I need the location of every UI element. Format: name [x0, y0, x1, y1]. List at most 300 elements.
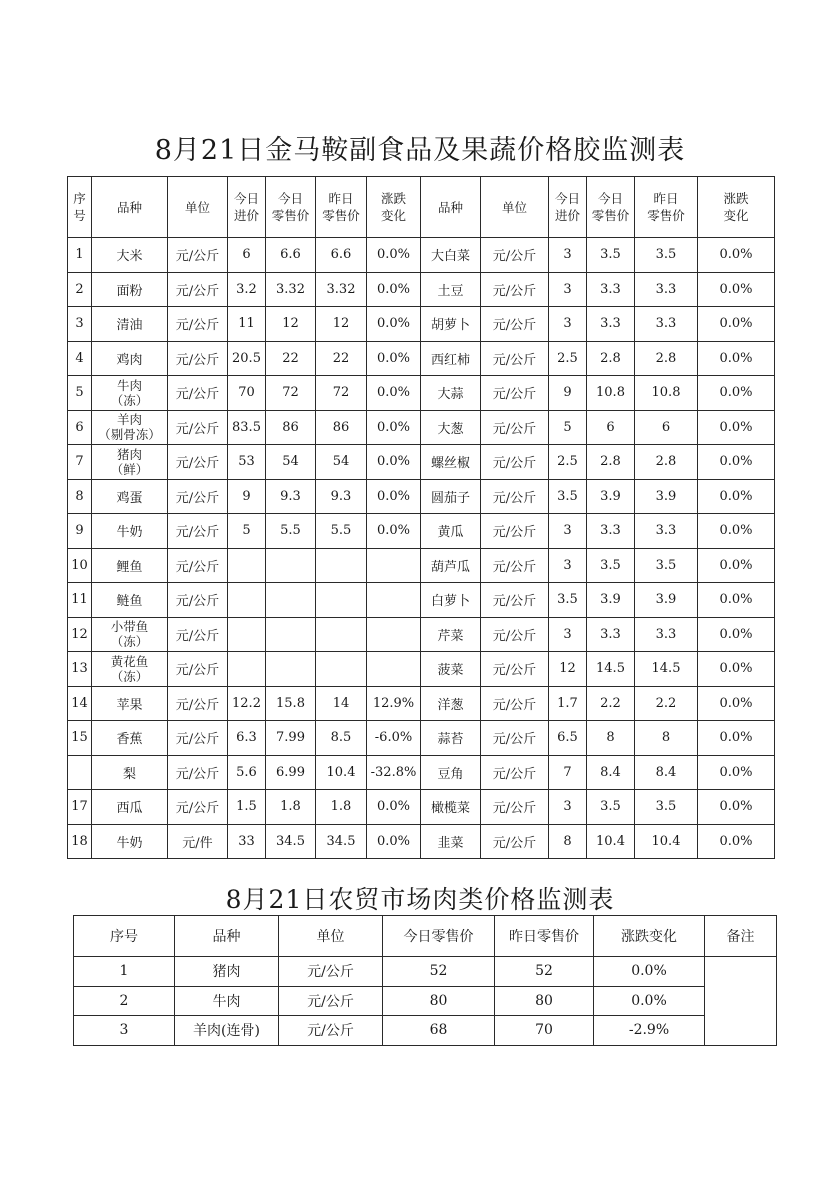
unit-cell: 元/公斤 [481, 721, 549, 756]
produce-price-table [67, 176, 775, 859]
yesterday-retail-price-cell: 14 [316, 686, 367, 721]
today-retail-price-cell: 2.8 [587, 445, 635, 480]
purchase-price-cell: 6.3 [228, 721, 266, 756]
unit-cell: 元/公斤 [481, 410, 549, 445]
table-row [68, 238, 775, 273]
yesterday-retail-price-cell: 3.9 [635, 479, 698, 514]
price-change-cell: -2.9% [594, 1016, 705, 1046]
today-retail-price-cell: 3.9 [587, 479, 635, 514]
price-change-cell: 0.0% [698, 686, 775, 721]
purchase-price-cell: 3.5 [549, 583, 587, 618]
yesterday-retail-price-cell: 10.4 [635, 824, 698, 859]
purchase-price-cell: 3 [549, 272, 587, 307]
yesterday-retail-price-cell: 2.8 [635, 445, 698, 480]
item-name-cell: 黄瓜 [421, 514, 481, 549]
today-retail-price-cell: 1.8 [266, 790, 316, 825]
today-retail-price-cell: 3.5 [587, 548, 635, 583]
row-number-cell: 1 [74, 957, 175, 987]
yesterday-retail-price-cell: 10.8 [635, 376, 698, 411]
table-row [68, 272, 775, 307]
table-row [68, 583, 775, 618]
purchase-price-cell [228, 617, 266, 652]
column-header: 今日 零售价 [587, 177, 635, 238]
yesterday-retail-price-cell: 12 [316, 307, 367, 342]
yesterday-retail-price-cell [316, 652, 367, 687]
purchase-price-cell: 3 [549, 307, 587, 342]
row-number-cell: 18 [68, 824, 92, 859]
row-number-cell: 11 [68, 583, 92, 618]
price-change-cell: 0.0% [698, 479, 775, 514]
table-row [68, 341, 775, 376]
purchase-price-cell: 12.2 [228, 686, 266, 721]
item-name-cell: 鸡蛋 [92, 479, 168, 514]
yesterday-retail-price-cell: 3.3 [635, 514, 698, 549]
item-name-cell: 大白菜 [421, 238, 481, 273]
purchase-price-cell: 5.6 [228, 755, 266, 790]
row-number-cell: 8 [68, 479, 92, 514]
price-change-cell: 0.0% [367, 272, 421, 307]
yesterday-retail-price-cell: 72 [316, 376, 367, 411]
item-name-cell: 豆角 [421, 755, 481, 790]
today-retail-price-cell [266, 652, 316, 687]
yesterday-retail-price-cell: 6.6 [316, 238, 367, 273]
unit-cell: 元/公斤 [168, 583, 228, 618]
purchase-price-cell: 3.2 [228, 272, 266, 307]
table-row [68, 548, 775, 583]
row-number-cell: 17 [68, 790, 92, 825]
purchase-price-cell: 3 [549, 548, 587, 583]
today-retail-price-cell: 52 [383, 957, 495, 987]
today-retail-price-cell: 8.4 [587, 755, 635, 790]
column-header: 昨日 零售价 [635, 177, 698, 238]
row-number-cell: 3 [68, 307, 92, 342]
price-change-cell: 0.0% [367, 238, 421, 273]
price-change-cell: 0.0% [698, 824, 775, 859]
today-retail-price-cell: 10.4 [587, 824, 635, 859]
yesterday-retail-price-cell: 3.3 [635, 307, 698, 342]
meat-price-table [73, 915, 777, 1046]
purchase-price-cell: 3 [549, 790, 587, 825]
item-name-cell: 鲤鱼 [92, 548, 168, 583]
row-number-cell: 4 [68, 341, 92, 376]
table-row [68, 652, 775, 687]
purchase-price-cell: 5 [228, 514, 266, 549]
today-retail-price-cell: 3.9 [587, 583, 635, 618]
row-number-cell: 9 [68, 514, 92, 549]
price-change-cell: 0.0% [698, 583, 775, 618]
today-retail-price-cell: 54 [266, 445, 316, 480]
yesterday-retail-price-cell: 3.9 [635, 583, 698, 618]
today-retail-price-cell: 5.5 [266, 514, 316, 549]
price-change-cell: 0.0% [698, 238, 775, 273]
yesterday-retail-price-cell: 8.5 [316, 721, 367, 756]
unit-cell: 元/公斤 [168, 617, 228, 652]
purchase-price-cell [228, 548, 266, 583]
unit-cell: 元/公斤 [481, 376, 549, 411]
table-row [68, 376, 775, 411]
row-number-cell: 7 [68, 445, 92, 480]
unit-cell: 元/公斤 [481, 824, 549, 859]
today-retail-price-cell: 6 [587, 410, 635, 445]
table-row [68, 721, 775, 756]
item-name-cell: 西红柿 [421, 341, 481, 376]
item-name-cell: 猪肉 [175, 957, 279, 987]
table-row [74, 957, 777, 987]
yesterday-retail-price-cell [316, 617, 367, 652]
column-header: 品种 [175, 916, 279, 957]
price-change-cell: 0.0% [594, 986, 705, 1016]
yesterday-retail-price-cell [316, 548, 367, 583]
price-change-cell: 0.0% [698, 548, 775, 583]
item-name-cell: 鲢鱼 [92, 583, 168, 618]
column-header: 涨跌变化 [594, 916, 705, 957]
item-name-cell: 香蕉 [92, 721, 168, 756]
item-name-cell: 牛肉 [175, 986, 279, 1016]
purchase-price-cell: 7 [549, 755, 587, 790]
price-change-cell: 0.0% [367, 824, 421, 859]
purchase-price-cell: 2.5 [549, 445, 587, 480]
unit-cell: 元/公斤 [168, 479, 228, 514]
today-retail-price-cell: 6.99 [266, 755, 316, 790]
item-name-cell: 牛肉 （冻） [92, 376, 168, 411]
row-number-cell [68, 755, 92, 790]
column-header: 序 号 [68, 177, 92, 238]
column-header: 今日零售价 [383, 916, 495, 957]
item-name-cell: 梨 [92, 755, 168, 790]
row-number-cell: 6 [68, 410, 92, 445]
yesterday-retail-price-cell: 3.3 [635, 272, 698, 307]
price-change-cell: -32.8% [367, 755, 421, 790]
meat-table-title: 8月21日农贸市场肉类价格监测表 [225, 885, 615, 914]
yesterday-retail-price-cell: 8 [635, 721, 698, 756]
today-retail-price-cell: 12 [266, 307, 316, 342]
yesterday-retail-price-cell: 54 [316, 445, 367, 480]
today-retail-price-cell: 68 [383, 1016, 495, 1046]
yesterday-retail-price-cell: 9.3 [316, 479, 367, 514]
price-change-cell: 0.0% [367, 514, 421, 549]
price-change-cell: 0.0% [698, 341, 775, 376]
yesterday-retail-price-cell: 3.32 [316, 272, 367, 307]
price-change-cell [367, 583, 421, 618]
item-name-cell: 黄花鱼 （冻） [92, 652, 168, 687]
item-name-cell: 白萝卜 [421, 583, 481, 618]
price-change-cell: 0.0% [367, 410, 421, 445]
yesterday-retail-price-cell: 14.5 [635, 652, 698, 687]
unit-cell: 元/公斤 [168, 341, 228, 376]
item-name-cell: 牛奶 [92, 514, 168, 549]
note-cell [705, 957, 777, 1046]
table-row [68, 307, 775, 342]
purchase-price-cell: 1.5 [228, 790, 266, 825]
purchase-price-cell: 20.5 [228, 341, 266, 376]
purchase-price-cell: 3.5 [549, 479, 587, 514]
unit-cell: 元/公斤 [168, 514, 228, 549]
today-retail-price-cell: 2.8 [587, 341, 635, 376]
column-header: 备注 [705, 916, 777, 957]
today-retail-price-cell: 6.6 [266, 238, 316, 273]
yesterday-retail-price-cell: 3.5 [635, 548, 698, 583]
purchase-price-cell: 83.5 [228, 410, 266, 445]
purchase-price-cell: 8 [549, 824, 587, 859]
unit-cell: 元/公斤 [481, 307, 549, 342]
yesterday-retail-price-cell: 3.5 [635, 238, 698, 273]
item-name-cell: 西瓜 [92, 790, 168, 825]
item-name-cell: 蒜苔 [421, 721, 481, 756]
item-name-cell: 羊肉 （剔骨冻） [92, 410, 168, 445]
item-name-cell: 鸡肉 [92, 341, 168, 376]
item-name-cell: 胡萝卜 [421, 307, 481, 342]
today-retail-price-cell: 10.8 [587, 376, 635, 411]
purchase-price-cell: 12 [549, 652, 587, 687]
today-retail-price-cell: 3.5 [587, 790, 635, 825]
row-number-cell: 5 [68, 376, 92, 411]
unit-cell: 元/公斤 [279, 986, 383, 1016]
item-name-cell: 猪肉 （鲜） [92, 445, 168, 480]
column-header: 单位 [481, 177, 549, 238]
today-retail-price-cell: 7.99 [266, 721, 316, 756]
price-change-cell: 0.0% [698, 307, 775, 342]
purchase-price-cell: 33 [228, 824, 266, 859]
price-change-cell: 0.0% [367, 445, 421, 480]
purchase-price-cell: 3 [549, 617, 587, 652]
row-number-cell: 2 [74, 986, 175, 1016]
unit-cell: 元/公斤 [168, 272, 228, 307]
column-header: 品种 [421, 177, 481, 238]
yesterday-retail-price-cell: 2.8 [635, 341, 698, 376]
today-retail-price-cell [266, 617, 316, 652]
yesterday-retail-price-cell [316, 583, 367, 618]
yesterday-retail-price-cell: 2.2 [635, 686, 698, 721]
table-header-row [68, 177, 775, 238]
yesterday-retail-price-cell: 3.3 [635, 617, 698, 652]
purchase-price-cell: 6.5 [549, 721, 587, 756]
item-name-cell: 牛奶 [92, 824, 168, 859]
unit-cell: 元/公斤 [279, 1016, 383, 1046]
item-name-cell: 苹果 [92, 686, 168, 721]
item-name-cell: 韭菜 [421, 824, 481, 859]
today-retail-price-cell: 22 [266, 341, 316, 376]
unit-cell: 元/公斤 [168, 721, 228, 756]
unit-cell: 元/公斤 [481, 548, 549, 583]
price-change-cell [367, 617, 421, 652]
row-number-cell: 15 [68, 721, 92, 756]
item-name-cell: 菠菜 [421, 652, 481, 687]
row-number-cell: 14 [68, 686, 92, 721]
yesterday-retail-price-cell: 52 [495, 957, 594, 987]
table-row [74, 986, 777, 1016]
price-change-cell: 0.0% [367, 479, 421, 514]
today-retail-price-cell: 3.3 [587, 272, 635, 307]
price-change-cell [367, 652, 421, 687]
purchase-price-cell: 1.7 [549, 686, 587, 721]
today-retail-price-cell: 14.5 [587, 652, 635, 687]
unit-cell: 元/公斤 [168, 445, 228, 480]
row-number-cell: 1 [68, 238, 92, 273]
price-change-cell: 0.0% [594, 957, 705, 987]
price-change-cell: 0.0% [698, 376, 775, 411]
price-change-cell: 0.0% [698, 617, 775, 652]
purchase-price-cell [228, 652, 266, 687]
unit-cell: 元/公斤 [168, 755, 228, 790]
table-row [68, 755, 775, 790]
unit-cell: 元/公斤 [168, 307, 228, 342]
unit-cell: 元/公斤 [168, 790, 228, 825]
yesterday-retail-price-cell: 6 [635, 410, 698, 445]
table-row [68, 686, 775, 721]
yesterday-retail-price-cell: 86 [316, 410, 367, 445]
table-row [68, 790, 775, 825]
yesterday-retail-price-cell: 80 [495, 986, 594, 1016]
item-name-cell: 橄榄菜 [421, 790, 481, 825]
price-change-cell: 0.0% [698, 721, 775, 756]
unit-cell: 元/公斤 [481, 514, 549, 549]
price-change-cell: 0.0% [698, 445, 775, 480]
today-retail-price-cell: 80 [383, 986, 495, 1016]
yesterday-retail-price-cell: 8.4 [635, 755, 698, 790]
purchase-price-cell: 3 [549, 514, 587, 549]
unit-cell: 元/公斤 [481, 272, 549, 307]
price-change-cell: -6.0% [367, 721, 421, 756]
today-retail-price-cell [266, 583, 316, 618]
price-change-cell: 0.0% [698, 410, 775, 445]
today-retail-price-cell: 3.3 [587, 617, 635, 652]
table-row [68, 824, 775, 859]
unit-cell: 元/公斤 [481, 445, 549, 480]
item-name-cell: 芹菜 [421, 617, 481, 652]
price-change-cell [367, 548, 421, 583]
column-header: 昨日 零售价 [316, 177, 367, 238]
purchase-price-cell: 3 [549, 238, 587, 273]
item-name-cell: 葫芦瓜 [421, 548, 481, 583]
today-retail-price-cell: 3.5 [587, 238, 635, 273]
price-change-cell: 0.0% [367, 307, 421, 342]
price-change-cell: 0.0% [698, 272, 775, 307]
column-header: 序号 [74, 916, 175, 957]
purchase-price-cell [228, 583, 266, 618]
row-number-cell: 12 [68, 617, 92, 652]
unit-cell: 元/公斤 [168, 652, 228, 687]
price-change-cell: 0.0% [698, 755, 775, 790]
today-retail-price-cell: 2.2 [587, 686, 635, 721]
yesterday-retail-price-cell: 70 [495, 1016, 594, 1046]
today-retail-price-cell: 9.3 [266, 479, 316, 514]
item-name-cell: 面粉 [92, 272, 168, 307]
unit-cell: 元/公斤 [481, 617, 549, 652]
unit-cell: 元/公斤 [481, 755, 549, 790]
column-header: 品种 [92, 177, 168, 238]
column-header: 今日 零售价 [266, 177, 316, 238]
today-retail-price-cell [266, 548, 316, 583]
today-retail-price-cell: 3.3 [587, 307, 635, 342]
unit-cell: 元/公斤 [168, 686, 228, 721]
table-row [68, 479, 775, 514]
yesterday-retail-price-cell: 5.5 [316, 514, 367, 549]
price-change-cell: 0.0% [367, 790, 421, 825]
price-change-cell: 0.0% [367, 341, 421, 376]
purchase-price-cell: 6 [228, 238, 266, 273]
today-retail-price-cell: 3.3 [587, 514, 635, 549]
purchase-price-cell: 9 [228, 479, 266, 514]
yesterday-retail-price-cell: 3.5 [635, 790, 698, 825]
column-header: 昨日零售价 [495, 916, 594, 957]
today-retail-price-cell: 15.8 [266, 686, 316, 721]
column-header: 涨跌 变化 [698, 177, 775, 238]
today-retail-price-cell: 3.32 [266, 272, 316, 307]
row-number-cell: 3 [74, 1016, 175, 1046]
price-change-cell: 0.0% [698, 514, 775, 549]
unit-cell: 元/件 [168, 824, 228, 859]
row-number-cell: 13 [68, 652, 92, 687]
row-number-cell: 2 [68, 272, 92, 307]
purchase-price-cell: 53 [228, 445, 266, 480]
purchase-price-cell: 2.5 [549, 341, 587, 376]
unit-cell: 元/公斤 [279, 957, 383, 987]
item-name-cell: 清油 [92, 307, 168, 342]
yesterday-retail-price-cell: 10.4 [316, 755, 367, 790]
purchase-price-cell: 9 [549, 376, 587, 411]
purchase-price-cell: 11 [228, 307, 266, 342]
price-change-cell: 12.9% [367, 686, 421, 721]
yesterday-retail-price-cell: 34.5 [316, 824, 367, 859]
unit-cell: 元/公斤 [481, 790, 549, 825]
column-header: 今日 进价 [549, 177, 587, 238]
item-name-cell: 土豆 [421, 272, 481, 307]
column-header: 单位 [279, 916, 383, 957]
column-header: 涨跌 变化 [367, 177, 421, 238]
price-change-cell: 0.0% [698, 652, 775, 687]
yesterday-retail-price-cell: 22 [316, 341, 367, 376]
unit-cell: 元/公斤 [168, 238, 228, 273]
today-retail-price-cell: 34.5 [266, 824, 316, 859]
price-change-cell: 0.0% [367, 376, 421, 411]
table-row [68, 617, 775, 652]
unit-cell: 元/公斤 [481, 686, 549, 721]
unit-cell: 元/公斤 [481, 341, 549, 376]
column-header: 今日 进价 [228, 177, 266, 238]
table-row [68, 514, 775, 549]
today-retail-price-cell: 86 [266, 410, 316, 445]
table-row [74, 1016, 777, 1046]
purchase-price-cell: 70 [228, 376, 266, 411]
unit-cell: 元/公斤 [481, 652, 549, 687]
main-table-title: 8月21日金马鞍副食品及果蔬价格胶监测表 [154, 135, 686, 166]
table-row [68, 410, 775, 445]
item-name-cell: 大蒜 [421, 376, 481, 411]
item-name-cell: 洋葱 [421, 686, 481, 721]
today-retail-price-cell: 8 [587, 721, 635, 756]
item-name-cell: 大米 [92, 238, 168, 273]
item-name-cell: 螺丝椒 [421, 445, 481, 480]
price-change-cell: 0.0% [698, 790, 775, 825]
table-header-row [74, 916, 777, 957]
item-name-cell: 小带鱼 （冻） [92, 617, 168, 652]
table-row [68, 445, 775, 480]
purchase-price-cell: 5 [549, 410, 587, 445]
today-retail-price-cell: 72 [266, 376, 316, 411]
unit-cell: 元/公斤 [168, 376, 228, 411]
item-name-cell: 圆茄子 [421, 479, 481, 514]
unit-cell: 元/公斤 [481, 238, 549, 273]
yesterday-retail-price-cell: 1.8 [316, 790, 367, 825]
item-name-cell: 羊肉(连骨) [175, 1016, 279, 1046]
row-number-cell: 10 [68, 548, 92, 583]
item-name-cell: 大葱 [421, 410, 481, 445]
unit-cell: 元/公斤 [168, 548, 228, 583]
column-header: 单位 [168, 177, 228, 238]
unit-cell: 元/公斤 [481, 479, 549, 514]
unit-cell: 元/公斤 [168, 410, 228, 445]
unit-cell: 元/公斤 [481, 583, 549, 618]
